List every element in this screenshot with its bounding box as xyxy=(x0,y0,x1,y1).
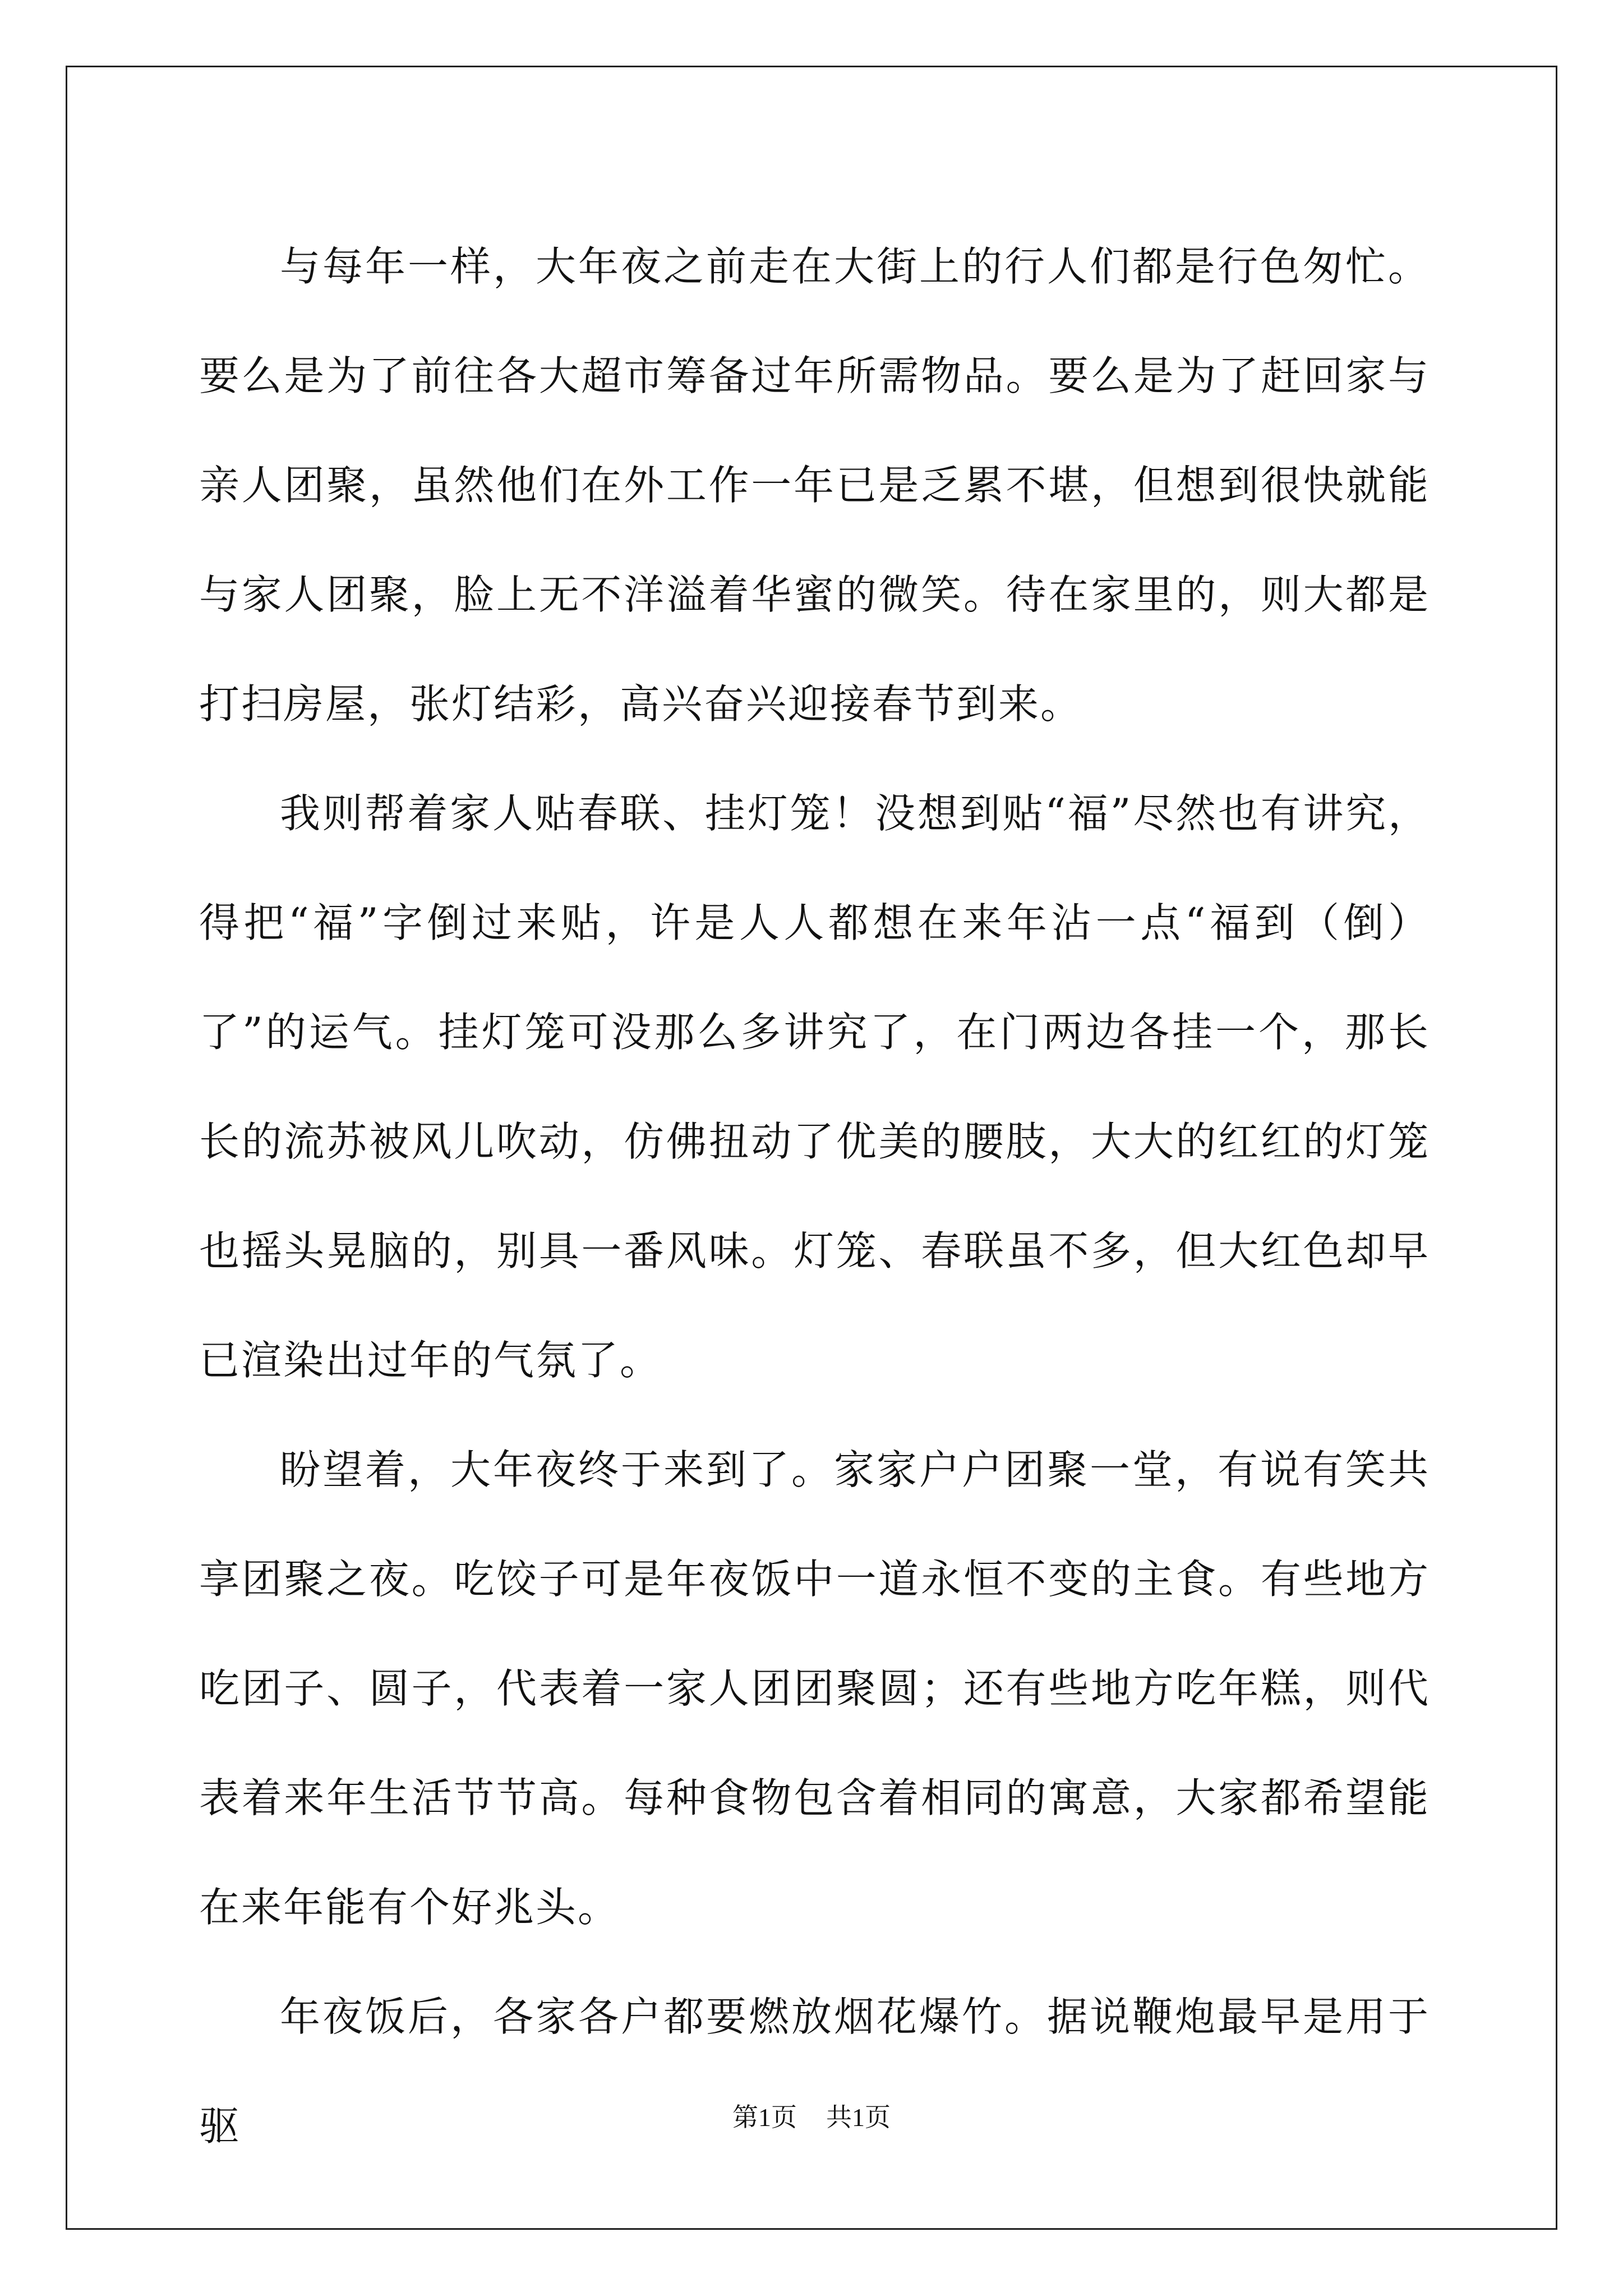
document-body xyxy=(199,212,1430,2181)
paragraph-1: 与每年一样，大年夜之前走在大街上的行人们都是行色匆忙。要么是为了前往各大超市筹备过年所需物品。要么是为了赶回家与亲人团聚，虽然他们在外工作一年已是乏累不堪，但想到很快就能与家人团聚，脸上无不洋溢着华蜜的微笑。待在家里的，则大都是打扫房屋，张灯结彩，高兴奋兴迎接春节到来。 xyxy=(199,243,1430,728)
paragraph-2: 我则帮着家人贴春联、挂灯笼！没想到贴“福”尽然也有讲究，得把“福”字倒过来贴，许是人人都想在来年沾一点“福到（倒）了”的运气。挂灯笼可没那么多讲究了，在门两边各挂一个，那长长的流苏被风儿吹动，仿佛扭动了优美的腰肢，大大的红红的灯笼也摇头晃脑的，别具一番风味。灯笼、春联虽不多，但大红色却早已渲染出过年的气氛了。 xyxy=(199,790,1430,1384)
page-number: 第1页 xyxy=(732,2103,797,2132)
paragraph-4: 年夜饭后，各家各户都要燃放烟花爆竹。据说鞭炮最早是用于驱 xyxy=(199,1993,1430,2150)
page-footer xyxy=(0,2101,1623,2134)
paragraph-3: 盼望着，大年夜终于来到了。家家户户团聚一堂，有说有笑共享团聚之夜。吃饺子可是年夜饭中一道永恒不变的主食。有些地方吃团子、圆子，代表着一家人团团聚圆；还有些地方吃年糕，则代表着来年生活节节高。每种食物包含着相同的寓意，大家都希望能在来年能有个好兆头。 xyxy=(199,1446,1430,1931)
page-total: 共1页 xyxy=(826,2103,891,2132)
